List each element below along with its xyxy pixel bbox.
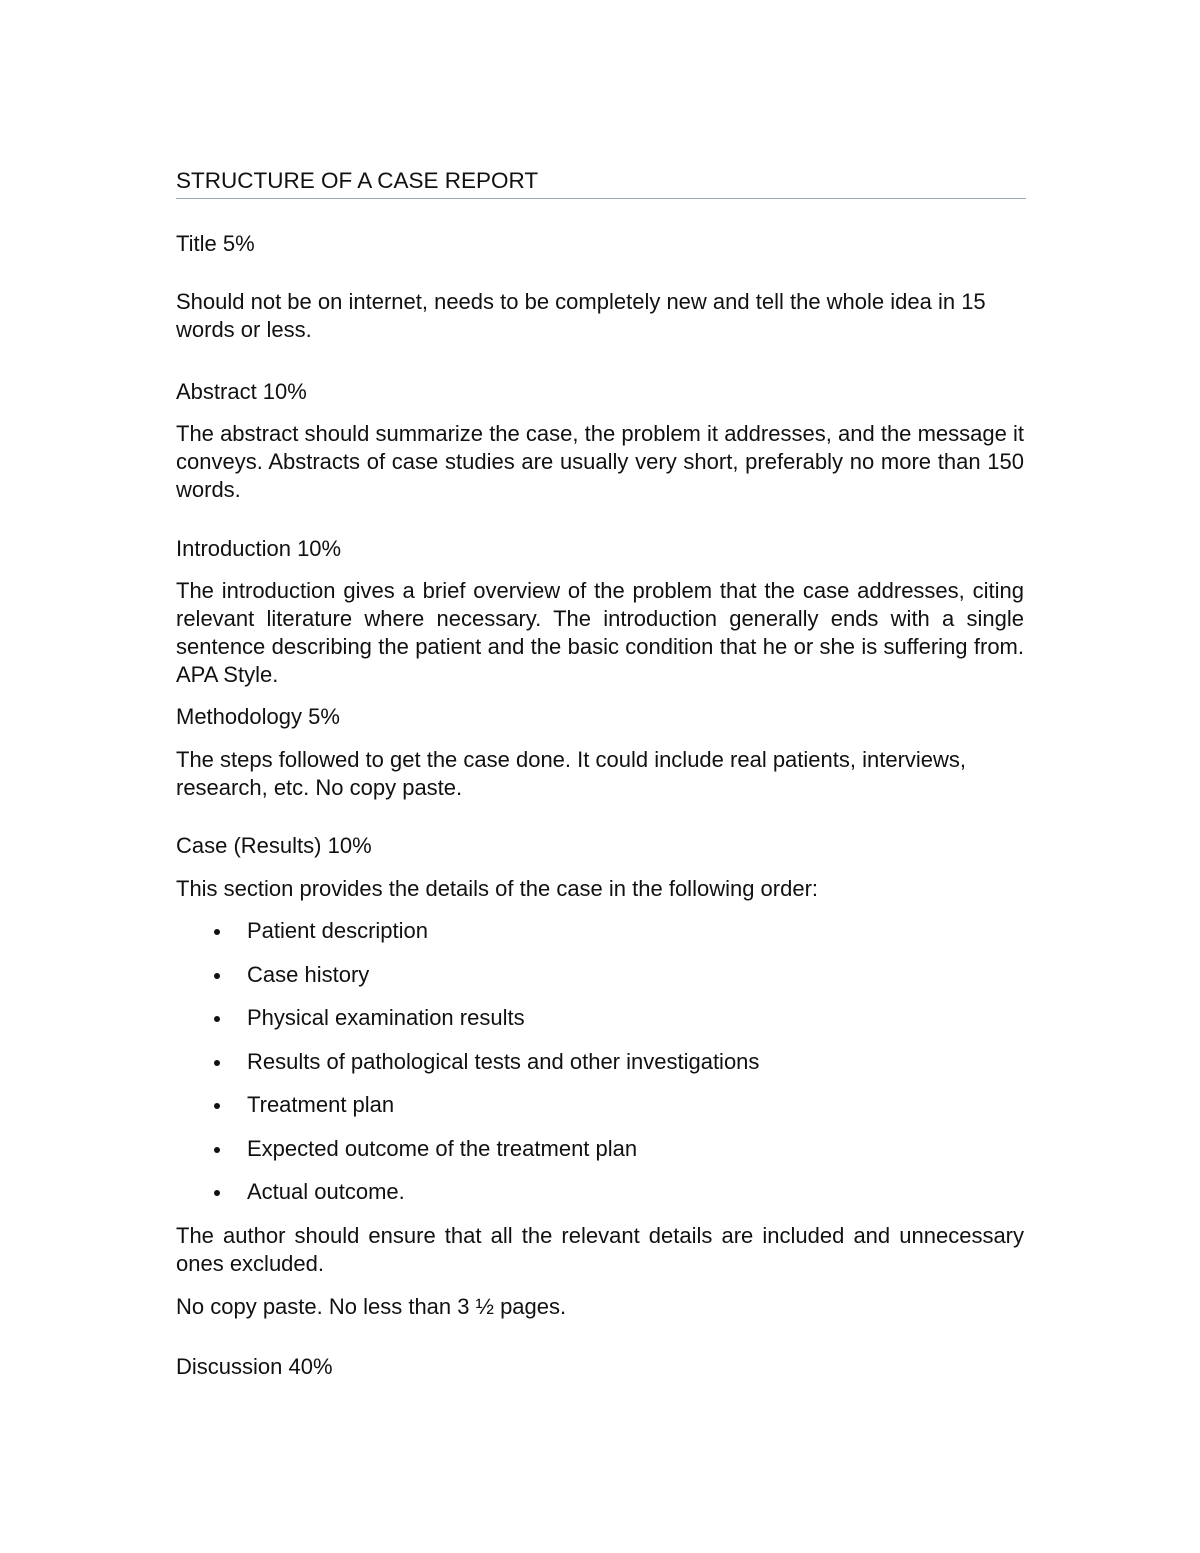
list-item-text: Expected outcome of the treatment plan [247, 1135, 638, 1161]
list-item [176, 1135, 1024, 1179]
list-item [176, 1004, 1024, 1048]
list-item [176, 1048, 1024, 1092]
list-item-text: Treatment plan [247, 1092, 395, 1117]
list-item [176, 1091, 1024, 1135]
bullet-icon [214, 1016, 220, 1022]
list-item-text: Case history [247, 961, 370, 987]
list-item-text: Physical examination results [247, 1005, 525, 1030]
section-heading-introduction: Introduction 10% [176, 536, 342, 561]
section-heading-title: Title 5% [176, 231, 255, 256]
bullet-icon [214, 1060, 220, 1066]
section-text-case-intro: This section provides the details of the case in the following order: [176, 876, 819, 901]
section-text-introduction: The introduction gives a brief overview of the problem that the case addresses, citing relevant literature where necessary. The introduction generally ends with a single sentence describing the patient and the basic condition that he or she is suffering from. APA Style. [176, 578, 1024, 687]
section-heading-methodology: Methodology 5% [176, 704, 340, 729]
bullet-icon [214, 1147, 220, 1153]
section-text-case-note: The author should ensure that all the relevant details are included and unnecessary ones excluded. [176, 1223, 1024, 1276]
list-item-text: Patient description [247, 918, 428, 943]
bullet-icon [214, 973, 220, 979]
section-text-title: Should not be on internet, needs to be completely new and tell the whole idea in 15 words or less. [176, 289, 986, 342]
document-title: STRUCTURE OF A CASE REPORT [176, 166, 1026, 199]
list-item [176, 917, 1024, 961]
section-heading-discussion: Discussion 40% [176, 1354, 333, 1379]
list-item [176, 961, 1024, 1005]
case-details-list [176, 917, 1024, 1222]
section-heading-case: Case (Results) 10% [176, 833, 372, 858]
document-page [176, 0, 1024, 1553]
list-item-text: Actual outcome. [247, 1179, 405, 1204]
bullet-icon [214, 1190, 220, 1196]
section-text-case-requirement: No copy paste. No less than 3 ½ pages. [176, 1294, 567, 1319]
bullet-icon [214, 929, 220, 935]
section-heading-abstract: Abstract 10% [176, 379, 307, 404]
bullet-icon [214, 1103, 220, 1109]
section-text-abstract: The abstract should summarize the case, the problem it addresses, and the message it conveys. Abstracts of case studies are usually very short, preferably no more than 150 words. [176, 421, 1024, 502]
list-item [176, 1178, 1024, 1222]
section-text-methodology: The steps followed to get the case done. It could include real patients, interviews, research, etc. No copy paste. [176, 747, 967, 800]
list-item-text: Results of pathological tests and other investigations [247, 1048, 760, 1074]
